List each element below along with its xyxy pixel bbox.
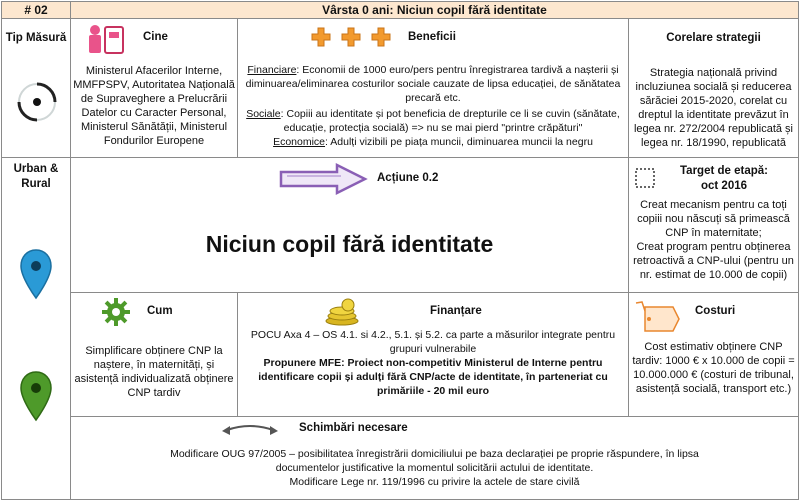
target-line: retroactivă a CNP-ului (pentru un [633,255,794,267]
finantare-line: POCU Axa 4 – OS 4.1. si 4.2., 5.1. și 5.2. ca parte a măsurilor integrate pentru [250,329,616,341]
economice-label: Economice [273,136,326,148]
cum-line: CNP tardiv [127,387,181,399]
corelare-line: legea nr. 18/1990, republicată [641,137,786,149]
costuri-text [629,340,798,396]
sociale-label: Sociale [246,108,281,120]
costuri-line: Cost estimativ obținere CNP [644,341,783,353]
sociale-line: educație, protecția socială) => nu se mai pierd "printre crăpături" [283,122,583,134]
corelare-line: incluziunea socială și reducerea [635,81,792,93]
cum-line: asistență individualizată obținere [74,373,234,385]
cine-line: Ministerul Afacerilor Interne, [85,65,223,77]
corelare-line: legea nr. 272/2004 republicată și [633,123,793,135]
arrow-right-icon [277,162,369,196]
measure-code: # 02 [24,3,48,17]
costuri-line: tardiv: 1000 € x 10.000 de copii = [632,355,795,367]
double-arrow-icon [219,421,281,437]
financiare-line: diminuarea/eliminarea costurilor sociale cauzate de lipsa educației, de sănătatea [245,78,621,90]
cine-line: de Supraveghere a Prelucrării [80,93,228,105]
schimbari-section [70,416,799,500]
header-title-cell [70,1,799,19]
rural-label: Rural [21,178,51,190]
left-column-bottom [1,157,71,500]
finantare-section [237,292,629,417]
cum-text [71,344,237,400]
cum-title: Cum [147,305,173,317]
cine-line: Datelor cu Caracter Personal, [81,107,227,119]
price-tag-icon [633,297,681,335]
target-line: CNP în maternitate; [665,227,762,239]
schimbari-line: Modificare OUG 97/2005 – posibilitatea înregistrării domiciliului pe baza declarației pe proprie răspundere, în lipsa [170,448,699,460]
cine-section [70,18,238,158]
target-text [629,198,798,282]
finantare-line: grupuri vulnerabile [389,343,477,355]
left-column-top [1,18,71,158]
actiune-section [70,157,629,293]
beneficii-title: Beneficii [408,31,456,43]
target-line: nr. estimat de 10.000 de copii) [639,269,788,281]
corelare-line: sărăciei 2015-2020, corelat cu [639,95,788,107]
beneficii-sociale: Sociale: Copiii au identitate și pot beneficia de drepturile ce li se cuvin (sănătate, [246,108,620,120]
cine-title: Cine [143,31,168,43]
cine-line: Ministerul Sănătății, Ministerul [80,121,228,133]
big-title: Niciun copil fără identitate [205,231,494,257]
cum-line: naștere, în maternități, și [93,359,215,371]
schimbari-text [71,447,798,489]
beneficii-text [240,63,626,149]
measure-title: Vârsta 0 ani: Niciun copil fără identitate [322,3,547,17]
finantare-proposal-line: primăriile - 20 mil euro [376,385,490,397]
tip-masura-label: Tip Măsură [5,32,67,44]
target-title [649,164,799,194]
cum-section [70,292,238,417]
schimbari-title: Schimbări necesare [299,422,408,434]
beneficii-section [237,18,629,158]
financiare-label: Financiare [247,64,297,76]
finantare-title: Finanțare [430,305,482,317]
target-title-line: Target de etapă: [680,165,768,177]
finantare-proposal-line: Propunere MFE: Proiect non-competitiv Ministerul de Interne pentru [263,357,603,369]
target-line: Creat program pentru obținerea [636,241,791,253]
gear-icon [101,297,131,327]
coins-icon [322,297,362,327]
cine-line: MMFPSPV, Autoritatea Națională [73,79,235,91]
finantare-proposal-line: identificare copii și adulți fără CNP/acte de identitate, în parteneriat cu [258,371,608,383]
costuri-section [628,292,799,417]
beneficii-financiare: Financiare: Economii de 1000 euro/pers pentru înregistrarea tardivă a nașterii și [247,64,619,76]
corelare-title: Corelare strategii [666,32,761,44]
corelare-section [628,18,799,158]
financiare-line: precară etc. [405,92,461,104]
schimbari-line: documentelor justificative la momentul solicitării actului de identitate. [275,462,594,474]
target-section [628,157,799,293]
corelare-line: dreptul la identitate prevăzut în [638,109,789,121]
target-line: copiii nou născuți să primească [637,213,790,225]
cine-text [71,64,237,148]
costuri-line: asistență socială, transport etc.) [635,383,792,395]
cine-line: Fondurilor Europene [103,135,205,147]
cum-line: Simplificare obținere CNP la [85,345,223,357]
schimbari-line: Modificare Lege nr. 119/1996 cu privire la actele de stare civilă [289,476,580,488]
corelare-line: Strategia națională privind [649,67,778,79]
map-pin-green-icon [19,370,53,422]
target-line: Creat mecanism pentru ca toți [640,199,787,211]
urban-label: Urban & [13,163,59,175]
corelare-text [629,66,798,150]
header-code-cell [1,1,71,19]
people-icon [85,23,127,55]
costuri-line: 10.000.000 € (costuri de tribunal, [633,369,794,381]
actiune-label: Acțiune 0.2 [377,172,439,184]
urban-rural-label [2,162,70,192]
beneficii-economice: Economice: Adulți vizibili pe piața muncii, diminuarea muncii la negru [273,136,593,148]
costuri-title: Costuri [695,305,736,317]
map-pin-blue-icon [19,248,53,300]
plus-crosses-icon [310,25,394,49]
target-title-date: oct 2016 [700,180,748,192]
circle-target-icon [14,79,60,125]
finantare-text [240,328,626,398]
